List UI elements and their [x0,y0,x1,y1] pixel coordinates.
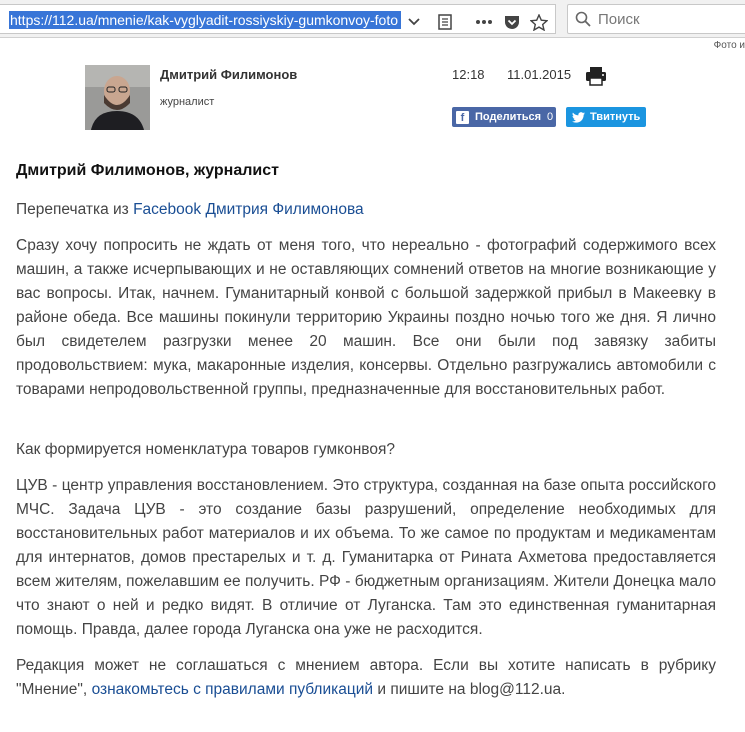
reader-view-icon[interactable] [436,13,454,31]
editorial-disclaimer [16,654,716,702]
search-icon [575,11,591,32]
article-paragraph-1: Сразу хочу попросить не ждать от меня того, что нереально - фотографий содержимого всех машин, а также исчерпывающих и не оставляющих сомнений ответов на многие возникающие у вас вопросы. Итак, начнем. Гуманитарный конвой с большой задержкой прибыл в Макеевку в районе обеда. Все машины покинули территорию Украины поздно ночью того же дня. Я лично был свидетелем разгрузки менее 20 машин. Все они были под завязку забиты продовольствием: мука, макаронные изделия, консервы. Отдельно разгружались автомобили с товарами непродовольственной группы, предназначенные для восстановительных работ. [16,237,716,398]
twitter-tweet-button[interactable] [566,107,646,127]
browser-toolbar [0,0,745,38]
publish-date: 11.01.2015 [507,67,572,82]
source-prefix: Перепечатка из [16,201,129,218]
publish-time: 12:18 [452,67,485,82]
url-text[interactable]: https://112.ua/mnenie/kak-vyglyadit-rossiyskiy-gumkonvoy-foto [9,11,401,29]
article-paragraph-2: Как формируется номенклатура товаров гумконвоя? [16,441,395,458]
search-placeholder: Поиск [598,11,640,28]
author-role: журналист [160,96,215,108]
author-avatar [85,65,150,130]
bookmark-star-icon[interactable] [530,13,548,31]
search-box[interactable] [567,4,745,34]
twitter-tweet-label: Твитнуть [590,111,641,123]
chevron-down-icon[interactable] [405,13,423,31]
article-paragraph-3: ЦУВ - центр управления восстановлением. Это структура, созданная на базе опыта российского МЧС. Задача ЦУВ - это создание базы разрушений, определение необходимых для восстановительных работ материалов и их объема. То же самое по продуктам и медикаментам для интернатов, домов престарелых и т. д. Гуманитарка от Рината Ахметова предоставляется всем жителям, пожелавшим ее получить. РФ - бюджетным организациям. Жители Донецка мало что знают о ней и редко видят. В отличие от Луганска. Там это единственная гуманитарная помощь. Правда, далее города Луганска она уже не расходится. [16,477,716,638]
twitter-icon [572,112,585,123]
photo-credit: Фото и [713,40,745,51]
article-title: Дмитрий Филимонов, журналист [16,162,279,179]
article-source [16,198,716,222]
more-actions-icon[interactable] [475,13,493,31]
print-icon[interactable] [585,66,607,91]
address-bar[interactable] [0,4,556,34]
facebook-icon: f [456,111,469,124]
disclaimer-text-end: и пишите на blog@112.ua. [377,681,566,698]
disclaimer-text-start: Редакция может не соглашаться с мнением автора. Если вы хотите написать в рубрику "Мнение", [16,657,716,698]
facebook-share-label: Поделиться [475,111,542,123]
publication-rules-link[interactable]: ознакомьтесь с правилами публикаций [91,681,374,698]
facebook-share-count: 0 [547,111,554,123]
pocket-icon[interactable] [503,13,521,31]
facebook-share-button[interactable] [452,107,556,127]
author-name[interactable]: Дмитрий Филимонов [160,67,298,82]
source-link[interactable]: Facebook Дмитрия Филимонова [133,201,364,218]
